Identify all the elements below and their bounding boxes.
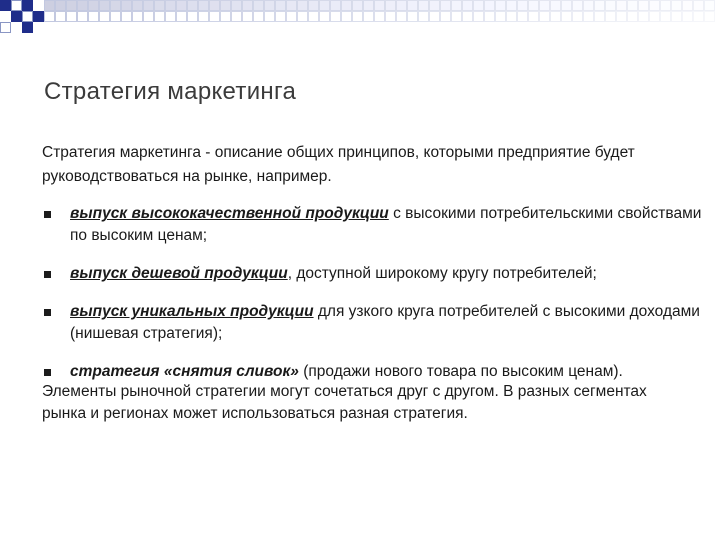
decor-square — [11, 0, 22, 11]
decor-cell — [550, 11, 561, 22]
decor-cell — [187, 0, 198, 11]
decor-cell — [550, 0, 561, 11]
list-item — [42, 263, 702, 285]
decor-cell — [176, 0, 187, 11]
decor-cell — [363, 11, 374, 22]
decor-cell — [473, 11, 484, 22]
bullet-text: для узкого круга потребителей с высокими доходами (нишевая стратегия); — [70, 303, 700, 342]
decor-cell — [165, 11, 176, 22]
decor-cell — [286, 11, 297, 22]
decor-cell — [638, 11, 649, 22]
bullet-emphasis: выпуск дешевой продукции — [70, 265, 288, 282]
decor-cell — [385, 11, 396, 22]
decor-cell — [264, 11, 275, 22]
decor-cell — [176, 11, 187, 22]
decor-cell — [209, 0, 220, 11]
decor-cell — [704, 11, 715, 22]
decor-cell — [605, 11, 616, 22]
list-item — [42, 301, 702, 345]
decor-cell — [44, 11, 55, 22]
decor-cell — [572, 11, 583, 22]
decor-cell — [440, 0, 451, 11]
decor-cell — [264, 0, 275, 11]
decor-cell — [682, 11, 693, 22]
decor-cell — [385, 0, 396, 11]
decor-cell — [198, 0, 209, 11]
decor-square — [22, 11, 33, 22]
decor-cell — [396, 0, 407, 11]
decor-cell — [220, 0, 231, 11]
square-bullet-icon — [44, 211, 51, 218]
decor-cell — [66, 11, 77, 22]
decor-cell — [473, 0, 484, 11]
decor-cell — [242, 0, 253, 11]
decor-cell — [198, 11, 209, 22]
decor-cell — [451, 11, 462, 22]
decor-cell — [143, 0, 154, 11]
decor-cell — [77, 0, 88, 11]
decor-cell — [352, 0, 363, 11]
decor-cell — [429, 0, 440, 11]
decor-cell — [220, 11, 231, 22]
decor-cell — [319, 0, 330, 11]
decor-cell — [451, 0, 462, 11]
decor-cell — [627, 0, 638, 11]
decor-cell — [649, 0, 660, 11]
decor-cell — [440, 11, 451, 22]
decor-cell — [66, 0, 77, 11]
decor-cell — [484, 0, 495, 11]
list-item — [42, 203, 702, 247]
decor-cell — [682, 0, 693, 11]
decor-cell — [583, 11, 594, 22]
decor-square — [0, 22, 11, 33]
decor-cell — [154, 11, 165, 22]
decor-cell — [594, 11, 605, 22]
decor-cell — [77, 11, 88, 22]
decor-cell — [330, 11, 341, 22]
closing-paragraph: Элементы рыночной стратегии могут сочетаться друг с другом. В разных сегментах рынка и регионах может использоваться разная стратегия. — [42, 383, 647, 422]
decor-cell — [671, 0, 682, 11]
decor-cell — [539, 11, 550, 22]
decor-cell — [528, 0, 539, 11]
decor-cell — [462, 0, 473, 11]
decor-cell — [462, 11, 473, 22]
decor-cell — [660, 0, 671, 11]
decor-cell — [308, 11, 319, 22]
decor-cell — [286, 0, 297, 11]
decor-cell — [407, 11, 418, 22]
decor-cell — [517, 0, 528, 11]
decor-cell — [616, 0, 627, 11]
decor-cell — [539, 0, 550, 11]
decor-cell — [495, 0, 506, 11]
decor-cell — [88, 11, 99, 22]
decor-cell — [319, 11, 330, 22]
decor-cell — [561, 0, 572, 11]
decor-cell — [253, 0, 264, 11]
decor-cell — [187, 11, 198, 22]
decor-cell — [132, 11, 143, 22]
decor-cell — [506, 0, 517, 11]
decor-cell — [407, 0, 418, 11]
decor-cell — [528, 11, 539, 22]
decor-cell — [506, 11, 517, 22]
decor-cell — [374, 0, 385, 11]
decor-square — [0, 0, 11, 11]
top-decor-strip — [44, 0, 720, 22]
decor-cell — [88, 0, 99, 11]
bullet-text: (продажи нового товара по высоким ценам). — [298, 363, 623, 380]
decor-cell — [572, 0, 583, 11]
decor-cell — [374, 11, 385, 22]
decor-cell — [627, 11, 638, 22]
decor-cell — [275, 0, 286, 11]
decor-cell — [671, 11, 682, 22]
decor-cell — [363, 0, 374, 11]
decor-cell — [231, 0, 242, 11]
square-bullet-icon — [44, 271, 51, 278]
decor-cell — [693, 11, 704, 22]
decor-cell — [242, 11, 253, 22]
decor-cell — [121, 11, 132, 22]
decor-cell — [649, 11, 660, 22]
decor-cell — [517, 11, 528, 22]
bullet-emphasis: выпуск высококачественной продукции — [70, 205, 389, 222]
decor-cell — [583, 0, 594, 11]
decor-cell — [275, 11, 286, 22]
decor-cell — [660, 11, 671, 22]
decor-cell — [638, 0, 649, 11]
decor-cell — [341, 11, 352, 22]
decor-cell — [110, 11, 121, 22]
bullet-emphasis: выпуск уникальных продукции — [70, 303, 314, 320]
list-item — [42, 361, 702, 383]
decor-cell — [308, 0, 319, 11]
intro-paragraph: Стратегия маркетинга - описание общих принципов, которыми предприятие будет руководствоваться на рынке, например. — [42, 144, 635, 185]
decor-cell — [143, 11, 154, 22]
bullet-list — [42, 203, 702, 399]
decor-square — [22, 0, 33, 11]
decor-cell — [44, 0, 55, 11]
decor-cell — [594, 0, 605, 11]
decor-cell — [297, 0, 308, 11]
decor-cell — [693, 0, 704, 11]
decor-cell — [495, 11, 506, 22]
decor-cell — [209, 11, 220, 22]
decor-cell — [154, 0, 165, 11]
bullet-text: , доступной широкому кругу потребителей; — [287, 265, 597, 282]
decor-square — [11, 11, 22, 22]
decor-cell — [297, 11, 308, 22]
decor-cell — [231, 11, 242, 22]
decor-cell — [121, 0, 132, 11]
slide-title: Стратегия маркетинга — [44, 78, 297, 105]
decor-cell — [418, 11, 429, 22]
decor-cell — [165, 0, 176, 11]
decor-cell — [418, 0, 429, 11]
bullet-emphasis: стратегия «снятия сливок» — [70, 363, 299, 380]
decor-cell — [484, 11, 495, 22]
decor-square — [33, 11, 44, 22]
decor-cell — [616, 11, 627, 22]
decor-cell — [55, 11, 66, 22]
square-bullet-icon — [44, 309, 51, 316]
decor-cell — [132, 0, 143, 11]
decor-cell — [704, 0, 715, 11]
decor-cell — [396, 11, 407, 22]
decor-cell — [99, 0, 110, 11]
decor-cell — [99, 11, 110, 22]
decor-cell — [330, 0, 341, 11]
bullet-text: с высокими потребительскими свойствами по высоким ценам; — [70, 205, 702, 244]
square-bullet-icon — [44, 369, 51, 376]
decor-cell — [605, 0, 616, 11]
decor-cell — [110, 0, 121, 11]
decor-cell — [352, 11, 363, 22]
decor-cell — [55, 0, 66, 11]
decor-square — [22, 22, 33, 33]
decor-cell — [253, 11, 264, 22]
decor-cell — [341, 0, 352, 11]
decor-cell — [429, 11, 440, 22]
decor-cell — [561, 11, 572, 22]
